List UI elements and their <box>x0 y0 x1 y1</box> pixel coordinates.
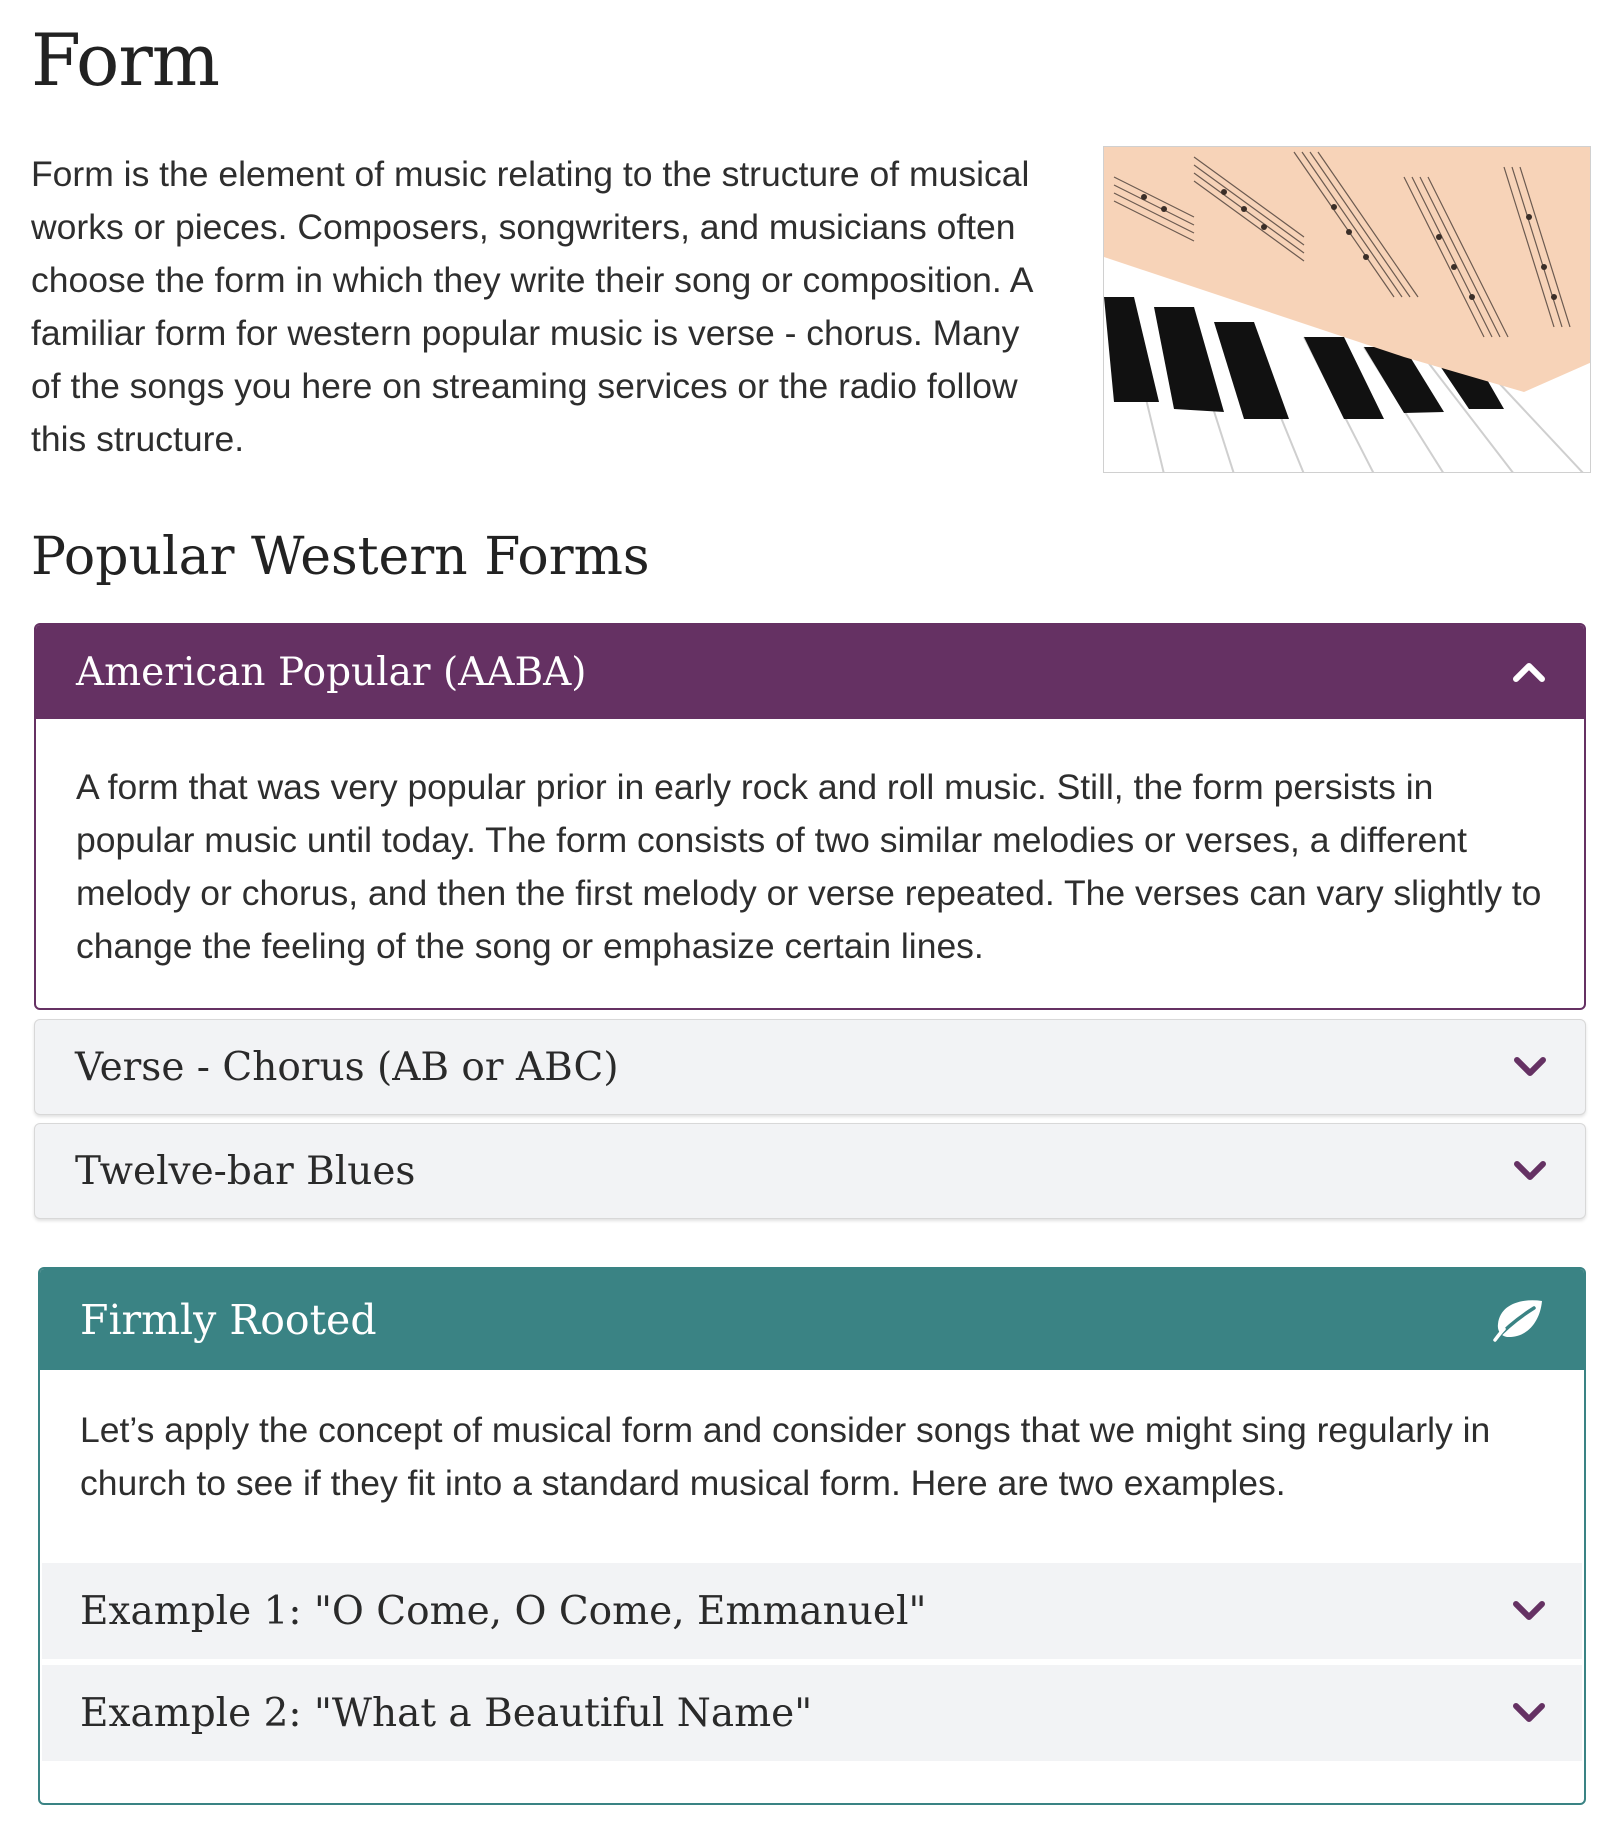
accordion-title: Twelve-bar Blues <box>75 1148 416 1194</box>
firmly-rooted-body: Let’s apply the concept of musical form and consider songs that we might sing regularly in church to see if they fit into a standard musical form. Here are two examples. <box>80 1410 1491 1503</box>
chevron-down-icon[interactable] <box>1512 1600 1546 1622</box>
chevron-down-icon[interactable] <box>1513 1056 1547 1078</box>
example-accordion-item-1[interactable] <box>42 1563 1582 1659</box>
chevron-up-icon[interactable] <box>1512 661 1546 683</box>
accordion-header-american-popular[interactable] <box>36 625 1584 719</box>
firmly-rooted-title: Firmly Rooted <box>80 1295 377 1344</box>
sheet-music-piano-image <box>1103 146 1591 473</box>
accordion-title: American Popular (AABA) <box>76 649 587 695</box>
page-title: Form <box>31 18 220 102</box>
intro-paragraph: Form is the element of music relating to the structure of musical works or pieces. Composers, songwriters, and musicians often choose the form in which they write their song or composition. A familiar form for western popular music is verse - chorus. Many of the songs you here on streaming services or the radio follow this structure. <box>31 154 1032 459</box>
accordion-item-american-popular <box>34 623 1586 1010</box>
firmly-rooted-box <box>38 1267 1586 1805</box>
example-title: Example 1: "O Come, O Come, Emmanuel" <box>80 1588 927 1634</box>
sheet-music-illustration <box>1104 147 1591 473</box>
accordion-item-twelve-bar-blues[interactable] <box>34 1123 1586 1219</box>
example-accordion-item-2[interactable] <box>42 1665 1582 1761</box>
chevron-down-icon[interactable] <box>1512 1702 1546 1724</box>
accordion-body: A form that was very popular prior in early rock and roll music. Still, the form persists in popular music until today. The form consists of two similar melodies or verses, a different melody or chorus, and then the first melody or verse repeated. The verses can vary slightly to change the feeling of the song or emphasize certain lines. <box>76 767 1542 966</box>
accordion-title: Verse - Chorus (AB or ABC) <box>75 1044 619 1090</box>
example-title: Example 2: "What a Beautiful Name" <box>80 1690 813 1736</box>
chevron-down-icon[interactable] <box>1513 1160 1547 1182</box>
leaf-icon <box>1492 1298 1546 1342</box>
accordion-item-verse-chorus[interactable] <box>34 1019 1586 1115</box>
firmly-rooted-header <box>40 1269 1584 1370</box>
section-heading: Popular Western Forms <box>31 527 650 587</box>
